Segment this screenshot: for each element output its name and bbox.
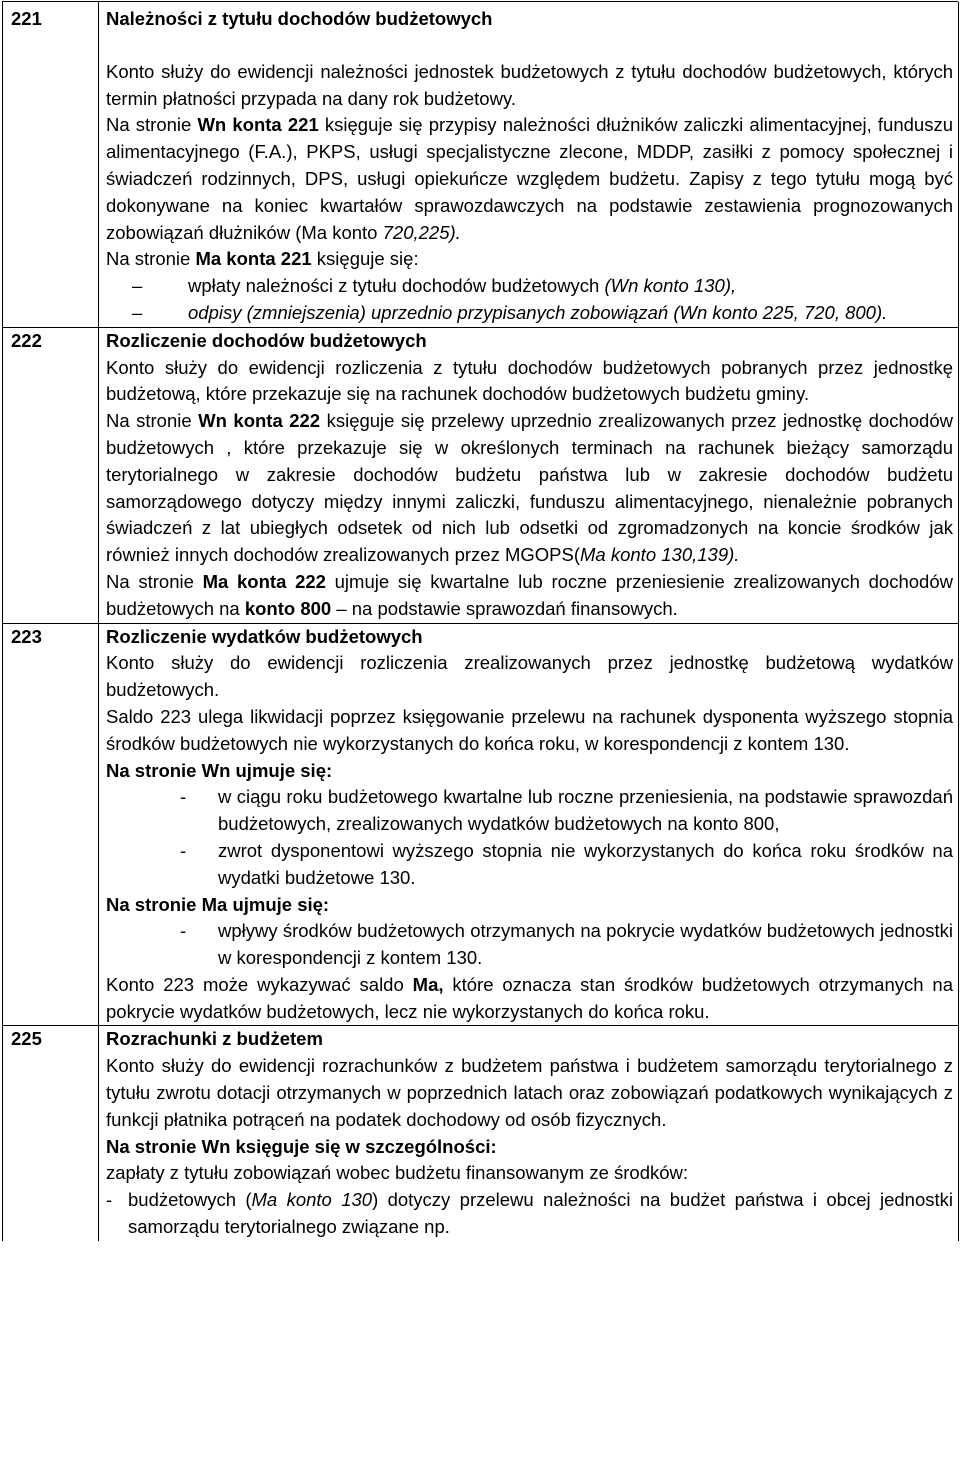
paragraph: zapłaty z tytułu zobowiązań wobec budżetu finansowanym ze środków: (106, 1162, 689, 1184)
bullet-list (106, 784, 953, 891)
list-item: - wpływy środków budżetowych otrzymanych na pokrycie wydatków budżetowych jednostki w korespondencji z kontem 130. (180, 920, 953, 969)
account-221-header (3, 2, 958, 59)
account-225-header (3, 1025, 958, 1053)
account-title: Rozrachunki z budżetem (106, 1028, 323, 1050)
bullet-list (106, 918, 953, 972)
bullet-list (106, 1187, 953, 1241)
account-description (99, 650, 958, 1025)
bullet-list (106, 273, 953, 327)
paragraph: Na stronie Ma konta 222 ujmuje się kwartalne lub roczne przeniesienie zrealizowanych dochodów budżetowych na konto 800 – na podstawie sprawozdań finansowych. (106, 570, 953, 619)
account-description (99, 355, 958, 623)
account-number: 221 (3, 2, 99, 59)
account-description (99, 59, 958, 327)
account-225-body (3, 1053, 958, 1241)
account-title: Rozliczenie wydatków budżetowych (106, 625, 423, 647)
paragraph: Konto 223 może wykazywać saldo Ma, które oznacza stan środków budżetowych otrzymanych na pokrycie wydatków budżetowych, lecz nie wykorzystanych do końca roku. (106, 973, 953, 1022)
account-number: 222 (3, 328, 99, 355)
account-222-body (3, 355, 958, 623)
paragraph: Saldo 223 ulega likwidacji poprzez księgowanie przelewu na rachunek dysponenta wyższego stopnia środków budżetowych nie wykorzystanych do końca roku, w korespondencji z kontem 130. (106, 705, 953, 754)
subheading: Na stronie Wn księguje się w szczególności: (106, 1135, 497, 1157)
list-item: - budżetowych (Ma konto 130) dotyczy przelewu należności na budżet państwa i obcej jednostki samorządu terytorialnego związane np. (106, 1189, 953, 1238)
paragraph: Na stronie Ma konta 221 księguje się: (106, 248, 419, 270)
paragraph: Konto służy do ewidencji rozliczenia z tytułu dochodów budżetowych pobranych przez jednostkę budżetową, które przekazuje się na rachunek dochodów budżetowych budżetu gminy. (106, 356, 953, 405)
paragraph: Konto służy do ewidencji rozrachunków z budżetem państwa i budżetem samorządu terytorialnego z tytułu zwrotu dotacji otrzymanych w poprzednich latach oraz zobowiązań podatkowych wynikających z funkcji płatnika potrąceń na podatek dochodowy od osób fizycznych. (106, 1055, 953, 1130)
paragraph: Na stronie Wn konta 222 księguje się przelewy uprzednio zrealizowanych przez jednostkę dochodów budżetowych , które przekazuje się w określonych terminach na rachunek bieżący samorządu terytorialnego w zakresie dochodów budżetu państwa lub w zakresie dochodów budżetu samorządowego dotyczy między innymi zaliczki, funduszu alimentacyjnego, nienależnie pobranych świadczeń z lat ubiegłych odsetek od nich lub odsetki od zgromadzonych na koncie środków jak również innych dochodów zrealizowanych przez MGOPS(Ma konto 130,139). (106, 410, 953, 566)
account-221-body (3, 59, 958, 327)
list-item: - zwrot dysponentowi wyższego stopnia nie wykorzystanych do końca roku środków na wydatki budżetowe 130. (180, 839, 953, 888)
paragraph: Konto służy do ewidencji należności jednostek budżetowych z tytułu dochodów budżetowych, których termin płatności przypada na dany rok budżetowy. (106, 60, 953, 109)
list-item: – wpłaty należności z tytułu dochodów budżetowych (Wn konto 130), (132, 275, 737, 297)
account-223-body (3, 650, 958, 1025)
account-number: 225 (3, 1026, 99, 1053)
subheading: Na stronie Wn ujmuje się: (106, 759, 333, 781)
subheading: Na stronie Ma ujmuje się: (106, 893, 330, 915)
account-number: 223 (3, 624, 99, 651)
paragraph: Konto służy do ewidencji rozliczenia zrealizowanych przez jednostkę budżetową wydatków budżetowych. (106, 652, 953, 701)
account-title: Należności z tytułu dochodów budżetowych (106, 8, 493, 29)
accounts-table (2, 2, 959, 1241)
paragraph: Na stronie Wn konta 221 księguje się przypisy należności dłużników zaliczki alimentacyjnej, funduszu alimentacyjnego (F.A.), PKPS, usługi specjalistyczne zlecone, MDDP, zasiłki z pomocy społecznej i świadczeń rodzinnych, DPS, usługi opiekuńcze względem budżetu. Zapisy z tego tytułu mogą być dokonywane na koniec kwartałów sprawozdawczych na podstawie zestawienia prognozowanych zobowiązań dłużników (Ma konto 720,225). (106, 114, 953, 243)
account-222-header (3, 327, 958, 355)
list-item: - w ciągu roku budżetowego kwartalne lub roczne przeniesienia, na podstawie sprawozdań budżetowych, zrealizowanych wydatków budżetowych na konto 800, (180, 786, 953, 835)
account-description (99, 1053, 958, 1241)
account-223-header (3, 623, 958, 651)
account-title: Rozliczenie dochodów budżetowych (106, 329, 427, 351)
list-item: – odpisy (zmniejszenia) uprzednio przypisanych zobowiązań (Wn konto 225, 720, 800). (132, 301, 888, 323)
